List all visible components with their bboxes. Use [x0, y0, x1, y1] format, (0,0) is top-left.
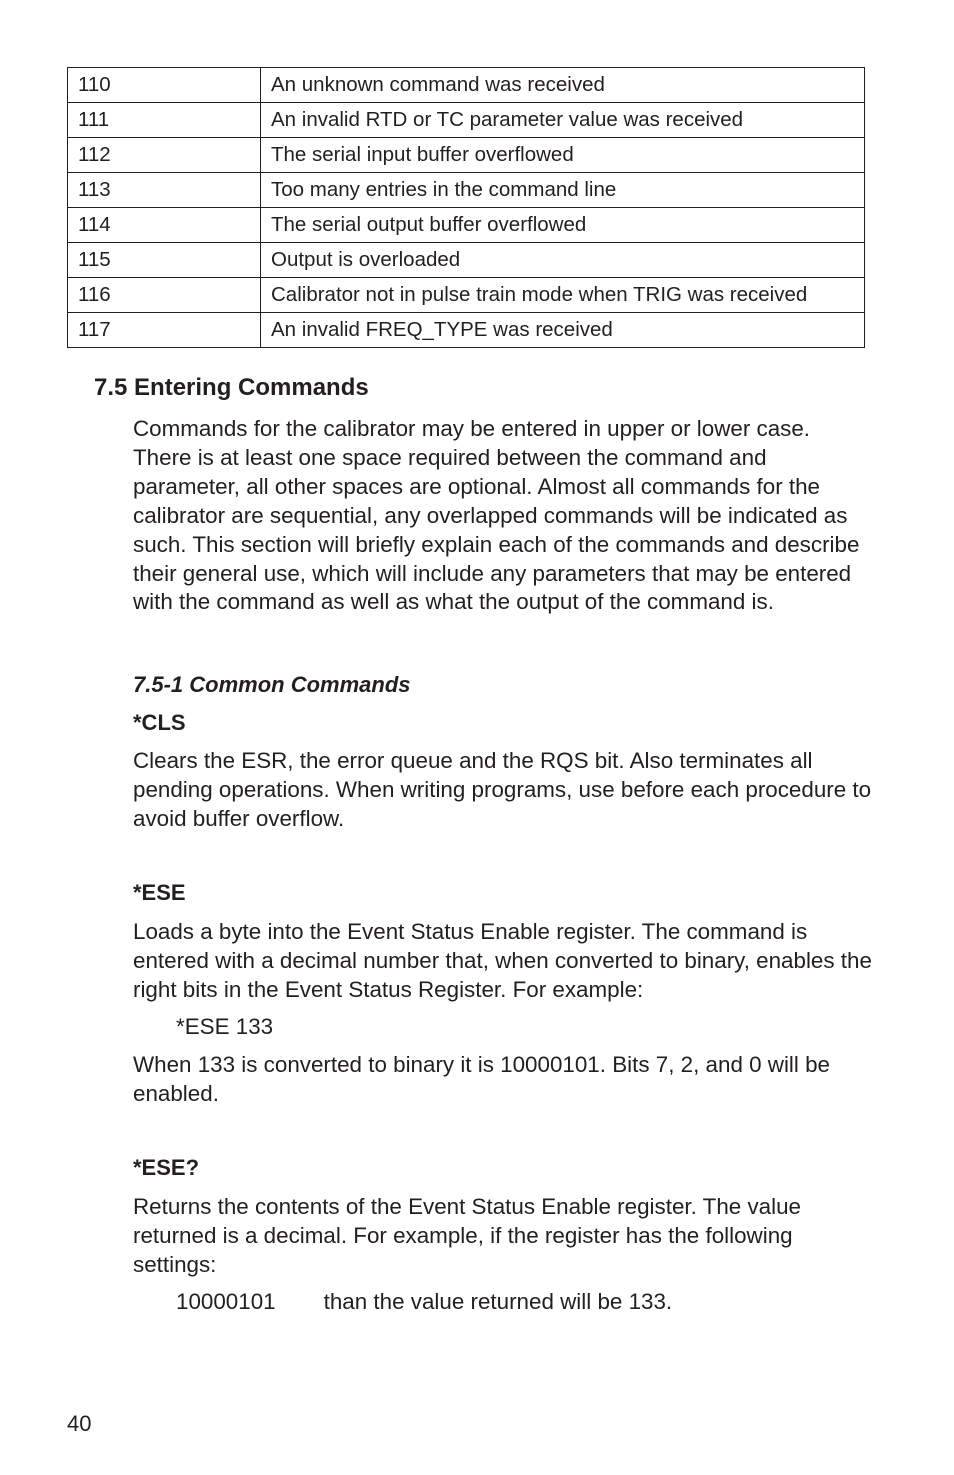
table-row: [68, 208, 865, 243]
ese-query-example: [176, 1288, 672, 1316]
table-row: [68, 278, 865, 313]
table-row: [68, 173, 865, 208]
cls-command-heading: *CLS: [133, 710, 186, 735]
ese-query-description: Returns the contents of the Event Status Enable register. The value returned is a decimal. For example, if the register has the following settings:: [133, 1194, 801, 1277]
error-code: 114: [68, 208, 261, 243]
error-code: 112: [68, 138, 261, 173]
table-row: [68, 243, 865, 278]
section-heading: 7.5 Entering Commands: [94, 374, 369, 401]
subsection-heading: 7.5-1 Common Commands: [133, 672, 411, 697]
error-description: Calibrator not in pulse train mode when TRIG was received: [261, 278, 865, 313]
ese-note: When 133 is converted to binary it is 10000101. Bits 7, 2, and 0 will be enabled.: [133, 1052, 831, 1106]
cls-description: Clears the ESR, the error queue and the RQS bit. Also terminates all pending operations. When writing programs, use before each procedure to avoid buffer overflow.: [133, 748, 872, 831]
error-description: An invalid FREQ_TYPE was received: [261, 313, 865, 348]
error-code: 110: [68, 68, 261, 103]
table-row: [68, 68, 865, 103]
page-number: 40: [67, 1411, 92, 1436]
error-code: 115: [68, 243, 261, 278]
section-intro-paragraph: Commands for the calibrator may be entered in upper or lower case. There is at least one space required between the command and parameter, all other spaces are optional. Almost all commands for the calibrator are sequential, any overlapped commands will be indicated as such. This section will briefly explain each of the commands and describe their general use, which will include any parameters that may be entered with the command as well as what the output of the command is.: [133, 416, 860, 615]
error-description: An unknown command was received: [261, 68, 865, 103]
ese-description: Loads a byte into the Event Status Enable register. The command is entered with a decimal number that, when converted to binary, enables the right bits in the Event Status Register. For example:: [133, 919, 872, 1002]
table-row: [68, 103, 865, 138]
error-description: The serial input buffer overflowed: [261, 138, 865, 173]
ese-query-example-bits: 10000101: [176, 1289, 276, 1314]
error-code: 113: [68, 173, 261, 208]
table-row: [68, 138, 865, 173]
error-description: An invalid RTD or TC parameter value was received: [261, 103, 865, 138]
error-description: Output is overloaded: [261, 243, 865, 278]
error-description: Too many entries in the command line: [261, 173, 865, 208]
table-row: [68, 313, 865, 348]
ese-query-example-text: than the value returned will be 133.: [323, 1289, 673, 1314]
error-code: 111: [68, 103, 261, 138]
error-code: 116: [68, 278, 261, 313]
ese-query-command-heading: *ESE?: [133, 1155, 200, 1180]
error-code: 117: [68, 313, 261, 348]
ese-command-heading: *ESE: [133, 880, 186, 905]
ese-example: *ESE 133: [176, 1014, 274, 1039]
error-code-table: [67, 67, 865, 348]
error-description: The serial output buffer overflowed: [261, 208, 865, 243]
